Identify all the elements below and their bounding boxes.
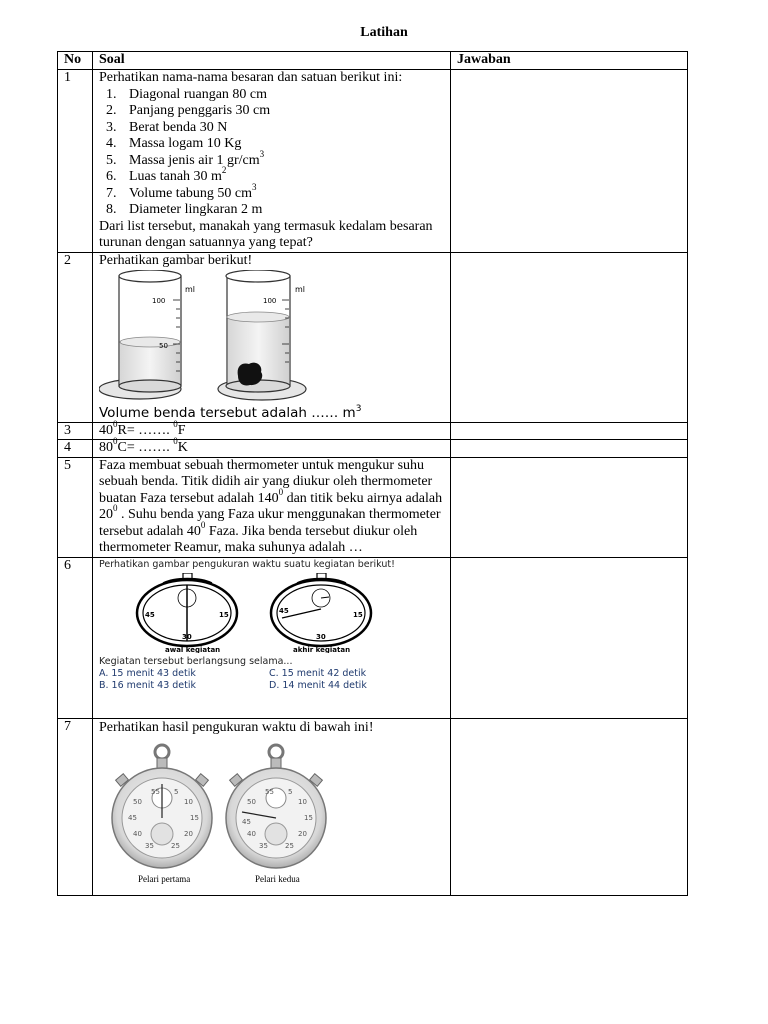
question-row-5: [58, 457, 688, 557]
dial-label: 40: [133, 830, 142, 838]
dial-label: 50: [247, 798, 256, 806]
dial-label: 25: [171, 842, 180, 850]
table-header-row: [58, 52, 688, 70]
question-number: 5: [58, 457, 93, 557]
caption-runner-1: Pelari pertama: [138, 874, 191, 884]
dial-label: 15: [190, 814, 199, 822]
list-item: 8. Diameter lingkaran 2 m: [106, 202, 263, 217]
question-intro: Perhatikan hasil pengukuran waktu di bawah ini!: [99, 719, 374, 735]
list-item: 5. Massa jenis air 1 $gr/cm^3$: [106, 148, 265, 168]
answer-cell[interactable]: [451, 440, 688, 458]
cylinder-right: [218, 270, 306, 400]
dial-label: 55: [151, 788, 160, 796]
dial-label: 55: [265, 788, 274, 796]
dial-label-45: 45: [279, 606, 289, 615]
option-c: C. 15 menit 42 detik: [269, 667, 367, 679]
list-item: 4. Massa logam 10 Kg: [106, 136, 242, 151]
dial-label: 10: [298, 798, 307, 806]
cylinder-mark-100: 100: [263, 297, 277, 305]
submerged-object: [238, 363, 263, 386]
question-prompt: Kegiatan tersebut berlangsung selama...: [99, 655, 293, 667]
list-item: 6. Luas tanah 30 $m^2$: [106, 165, 227, 184]
list-item: 3. Berat benda 30 N: [106, 119, 228, 135]
dial-label-30: 30: [182, 632, 192, 641]
stopwatch-start: [137, 573, 237, 646]
question-number: 6: [58, 557, 93, 718]
option-a: A. 15 menit 43 detik: [99, 667, 196, 679]
stopwatch-runner-2: [226, 745, 326, 868]
option-d: D. 14 menit 44 detik: [269, 679, 367, 691]
question-number: 7: [58, 718, 93, 895]
question-text: $40^0R=$ ……. $^0$F: [93, 422, 451, 440]
question-row-1: [58, 70, 688, 253]
question-row-6: [58, 557, 688, 718]
caption-runner-2: Pelari kedua: [255, 874, 300, 884]
question-intro: Perhatikan nama-nama besaran dan satuan berikut ini:: [99, 70, 403, 85]
stopwatch-end: [271, 573, 371, 646]
caption-start: awal kegiatan: [165, 645, 221, 653]
question-text: $80^0C=$ ……. $^0$K: [93, 440, 451, 458]
question-number: 3: [58, 422, 93, 440]
question-number: 2: [58, 252, 93, 422]
caption-end: akhir kegiatan: [293, 645, 351, 653]
question-prompt: Dari list tersebut, manakah yang termasuk kedalam besaran turunan dengan satuannya yang tepat?: [99, 218, 433, 250]
option-b: B. 16 menit 43 detik: [99, 679, 197, 691]
cylinder-unit-label: ml: [295, 285, 306, 294]
measuring-cylinders-figure: [99, 270, 314, 408]
stopwatch-figure: [111, 742, 331, 890]
dial-label-15: 15: [219, 610, 229, 619]
dial-label: 5: [174, 788, 179, 796]
answer-cell[interactable]: [451, 557, 688, 718]
question-text: [93, 557, 451, 718]
dial-label: 45: [128, 814, 137, 822]
volume-prompt: Volume benda tersebut adalah …… $m^3$: [99, 403, 362, 421]
cylinder-mark-100: 100: [152, 297, 166, 305]
list-item: 2. Panjang penggaris 30 cm: [106, 103, 271, 118]
dial-label: 25: [285, 842, 294, 850]
cylinder-left: [99, 270, 195, 399]
dial-label: 15: [304, 814, 313, 822]
quantity-list: [99, 87, 444, 219]
dial-label: 45: [242, 818, 251, 826]
answer-cell[interactable]: [451, 718, 688, 895]
question-intro: Perhatikan gambar pengukuran waktu suatu kegiatan berikut!: [99, 558, 395, 570]
dial-label-30: 30: [316, 632, 326, 641]
question-text: [93, 252, 451, 422]
question-text: [93, 70, 451, 253]
dial-label: 35: [145, 842, 154, 850]
list-item: 1. Diagonal ruangan 80 cm: [106, 86, 268, 102]
stopwatch-runner-1: [112, 745, 212, 868]
header-jawaban: Jawaban: [451, 52, 688, 70]
answer-cell[interactable]: [451, 422, 688, 440]
question-text: [93, 718, 451, 895]
dial-label: 35: [259, 842, 268, 850]
dial-label: 10: [184, 798, 193, 806]
dial-label: 5: [288, 788, 293, 796]
question-number: 4: [58, 440, 93, 458]
question-row-2: [58, 252, 688, 422]
question-row-4: [58, 440, 688, 458]
answer-cell[interactable]: [451, 252, 688, 422]
question-text: Faza membuat sebuah thermometer untuk mengukur suhu sebuah benda. Titik didih air yang diukur oleh thermometer buatan Faza tersebut adalah $140^0$ dan titik beku airnya adalah $20^0$ . Suhu benda yang Faza ukur menggunakan thermometer tersebut adalah $40^0$ Faza. Jika benda tersebut diukur oleh thermometer Reamur, maka suhunya adalah …: [93, 457, 451, 557]
list-item: 7. Volume tabung 50 $cm^3$: [106, 181, 257, 201]
stopwatch-figure: [135, 573, 415, 653]
exercise-table: [57, 51, 688, 896]
question-number: 1: [58, 70, 93, 253]
page-title: Latihan: [360, 25, 408, 40]
header-no: No: [58, 52, 93, 70]
dial-label-45: 45: [145, 610, 155, 619]
answer-cell[interactable]: [451, 70, 688, 253]
question-row-3: [58, 422, 688, 440]
cylinder-mark-50: 50: [159, 342, 168, 350]
header-soal: Soal: [93, 52, 451, 70]
cylinder-unit-label: ml: [185, 285, 196, 294]
question-row-7: [58, 718, 688, 895]
dial-label: 20: [184, 830, 193, 838]
dial-label: 40: [247, 830, 256, 838]
answer-options: [99, 668, 444, 692]
dial-label-15: 15: [353, 610, 363, 619]
question-intro: Perhatikan gambar berikut!: [99, 252, 253, 268]
dial-label: 50: [133, 798, 142, 806]
answer-cell[interactable]: [451, 457, 688, 557]
dial-label: 20: [298, 830, 307, 838]
